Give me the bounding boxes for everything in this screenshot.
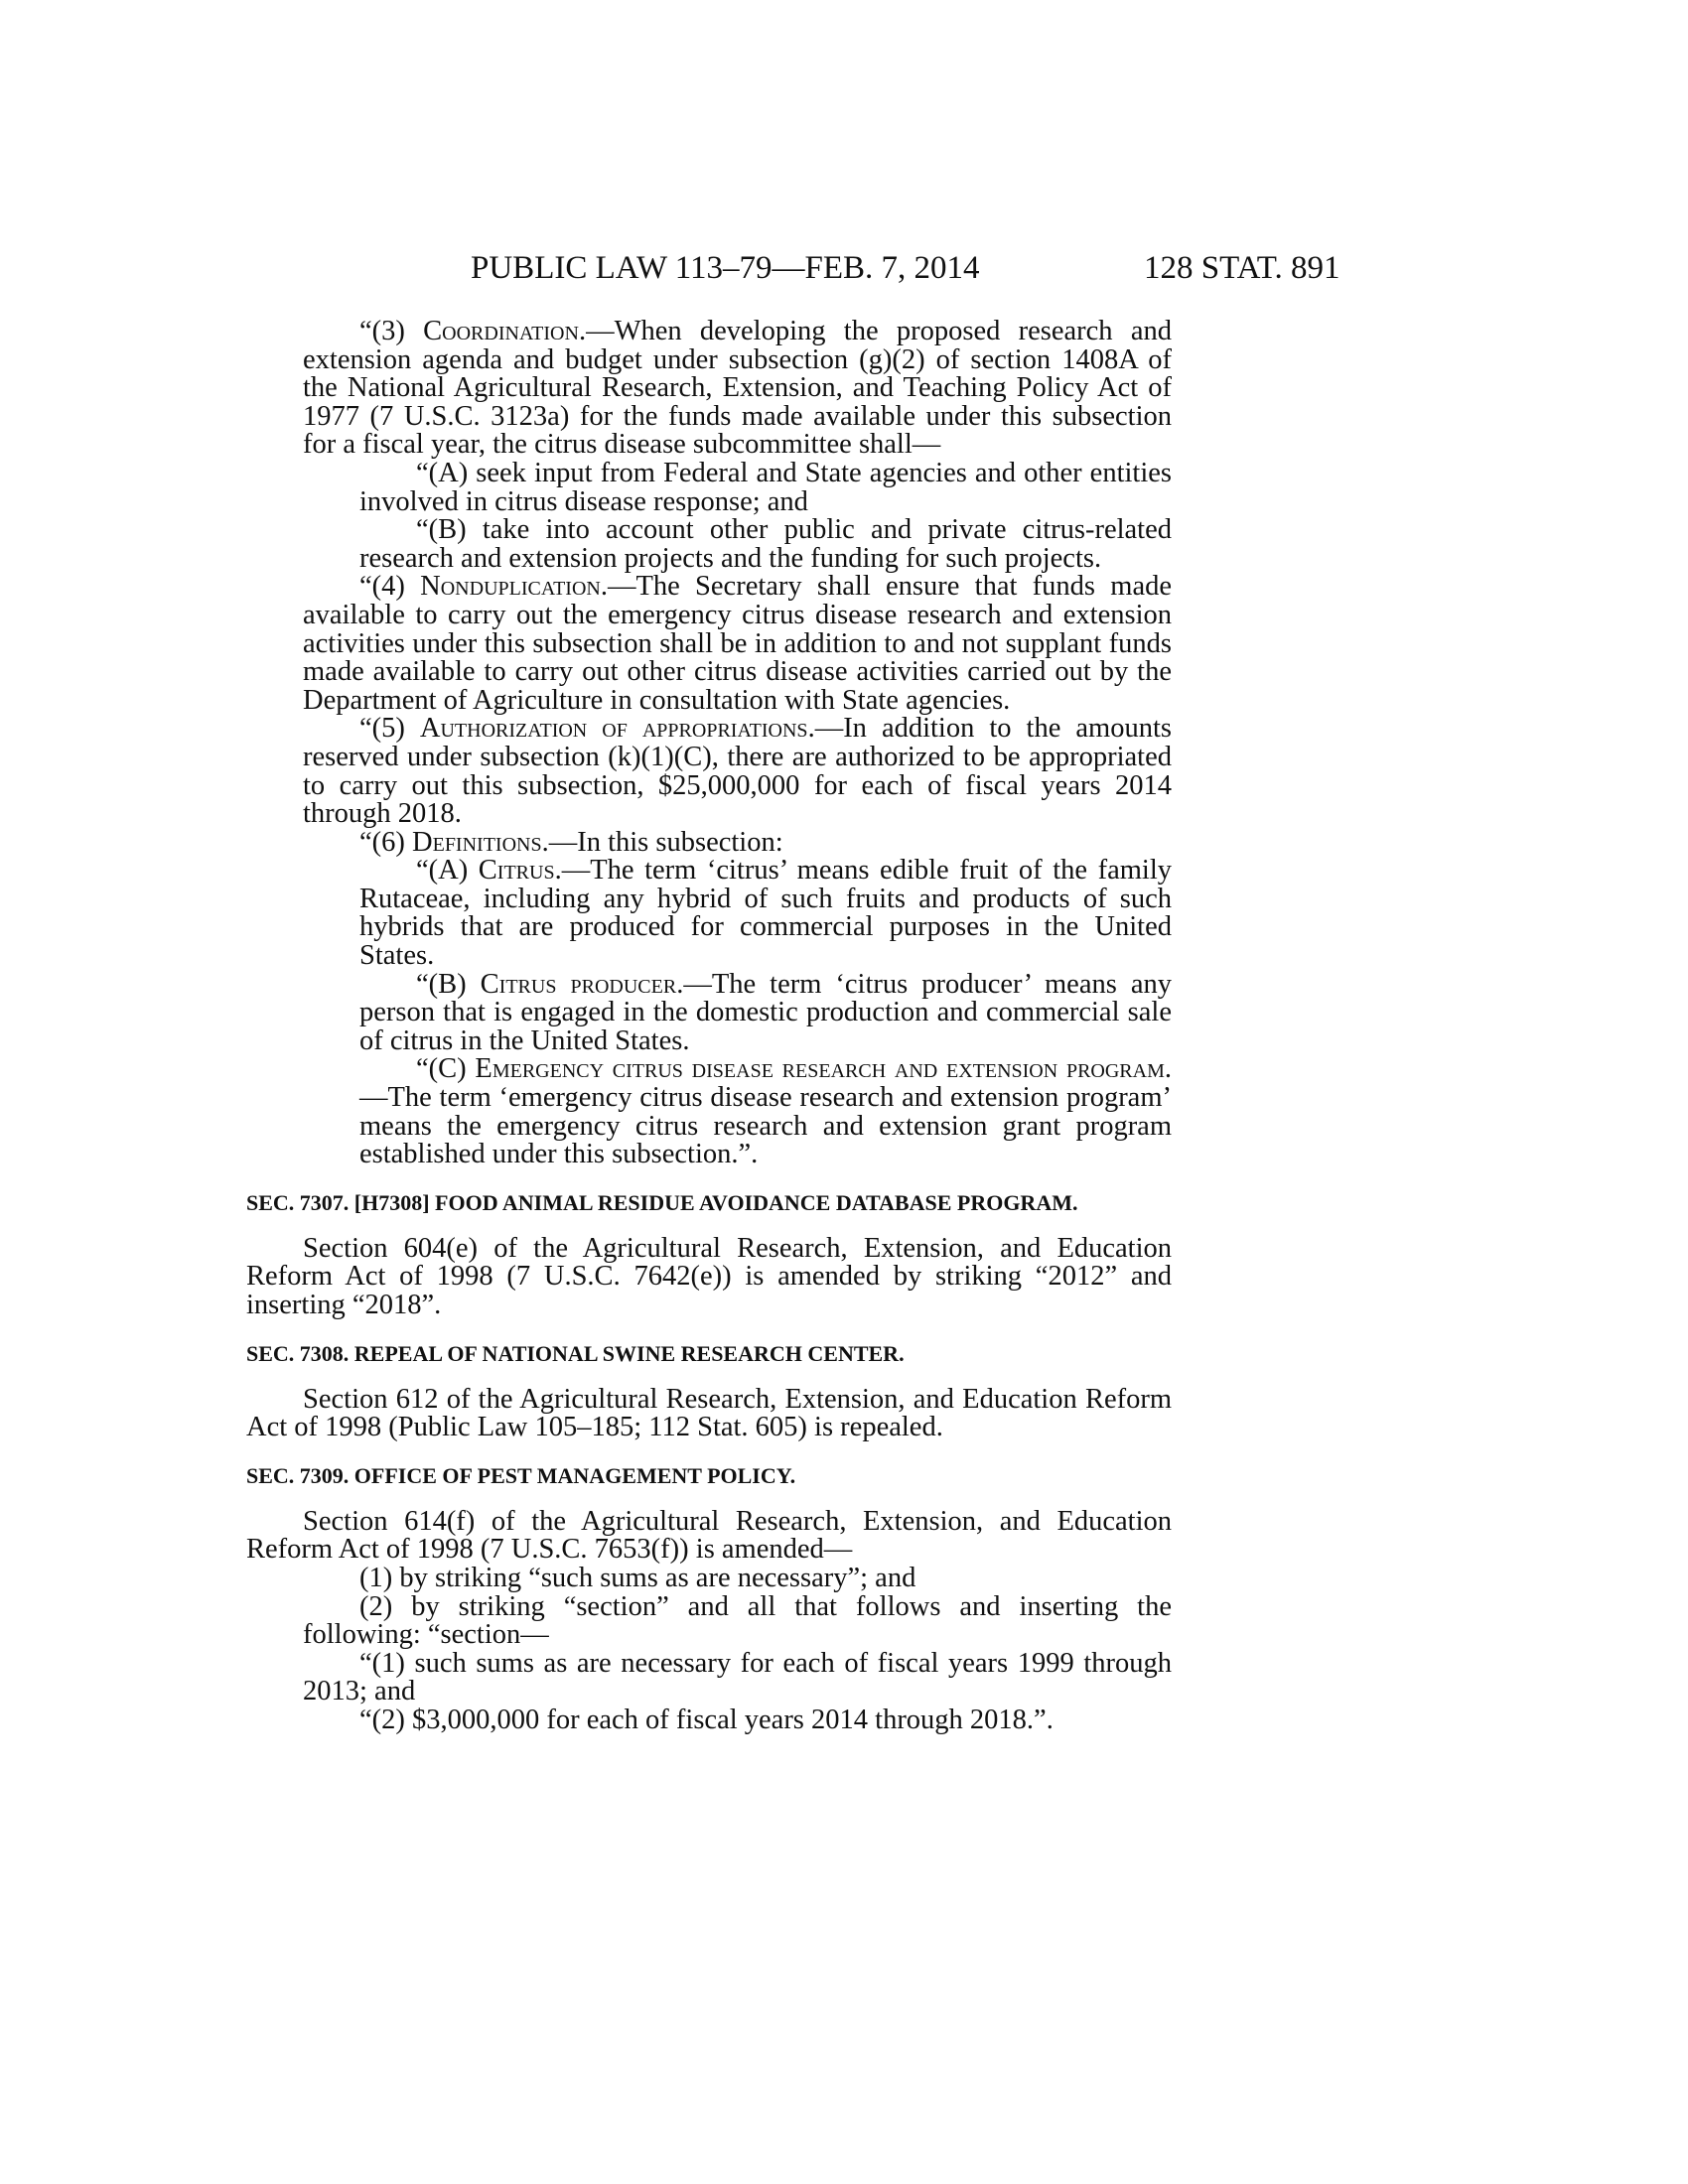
section-heading-7309: SEC. 7309. OFFICE OF PEST MANAGEMENT POLICY.: [246, 1462, 796, 1488]
paragraph-3b: “(B) take into account other public and private citrus-related research and extension projects and the funding for such projects.: [359, 514, 1172, 574]
section-body-7307: Section 604(e) of the Agricultural Research, Extension, and Education Reform Act of 1998 (7 U.S.C. 7642(e)) is amended by striking “2012” and inserting “2018”.: [246, 1232, 1172, 1320]
stat-reference: 128 STAT. 891: [1144, 250, 1340, 286]
list-item: (1) by striking “such sums as are necessary”; and: [359, 1562, 916, 1593]
section-heading-7308: SEC. 7308. REPEAL OF NATIONAL SWINE RESEARCH CENTER.: [246, 1340, 905, 1366]
paragraph-6c-program: “(C) Emergency citrus disease research and extension program.—The term ‘emergency citrus disease research and extension program’ means the emergency citrus research and extension grant program established under this subsection.”.: [359, 1053, 1172, 1170]
paragraph-3a: “(A) seek input from Federal and State agencies and other entities involved in citrus disease response; and: [359, 457, 1172, 517]
list-item: “(2) $3,000,000 for each of fiscal years 2014 through 2018.”.: [359, 1704, 1054, 1735]
section-heading-7307: SEC. 7307. [H7308] FOOD ANIMAL RESIDUE AVOIDANCE DATABASE PROGRAM.: [246, 1189, 1078, 1215]
paragraph-5-authorization: “(5) Authorization of appropriations.—In addition to the amounts reserved under subsection (k)(1)(C), there are authorized to be appropriated to carry out this subsection, $25,000,000 for each of fiscal years 2014 through 2018.: [303, 713, 1172, 830]
paragraph-4-nonduplication: “(4) Nonduplication.—The Secretary shall ensure that funds made available to carry out the emergency citrus disease research and extension activities under this subsection shall be in addition to and not supplant funds made available to carry out other citrus disease activities carried out by the Department of Agriculture in consultation with State agencies.: [303, 571, 1172, 716]
list-item: “(1) such sums as are necessary for each of fiscal years 1999 through 2013; and: [303, 1647, 1172, 1707]
list-item: (2) by striking “section” and all that follows and inserting the following: “section—: [303, 1590, 1172, 1651]
document-body: [246, 316, 1173, 1735]
paragraph-6b-citrus-producer: “(B) Citrus producer.—The term ‘citrus producer’ means any person that is engaged in the domestic production and commercial sale of citrus in the United States.: [359, 968, 1172, 1056]
section-body-7309: Section 614(f) of the Agricultural Research, Extension, and Education Reform Act of 1998 (7 U.S.C. 7653(f)) is amended—: [246, 1505, 1172, 1566]
paragraph-6a-citrus: “(A) Citrus.—The term ‘citrus’ means edible fruit of the family Rutaceae, including any hybrid of such fruits and products of such hybrids that are produced for commercial purposes in the United States.: [359, 855, 1173, 972]
paragraph-6-definitions: “(6) Definitions.—In this subsection:: [359, 826, 783, 858]
section-body-7308: Section 612 of the Agricultural Research, Extension, and Education Reform Act of 1998 (Public Law 105–185; 112 Stat. 605) is repealed.: [246, 1383, 1172, 1443]
paragraph-3-coordination: “(3) Coordination.—When developing the proposed research and extension agenda and budget under subsection (g)(2) of section 1408A of the National Agricultural Research, Extension, and Teaching Policy Act of 1977 (7 U.S.C. 3123a) for the funds made available under this subsection for a fiscal year, the citrus disease subcommittee shall—: [303, 316, 1172, 461]
page-header: [0, 250, 1688, 290]
running-head: PUBLIC LAW 113–79—FEB. 7, 2014: [471, 250, 980, 286]
